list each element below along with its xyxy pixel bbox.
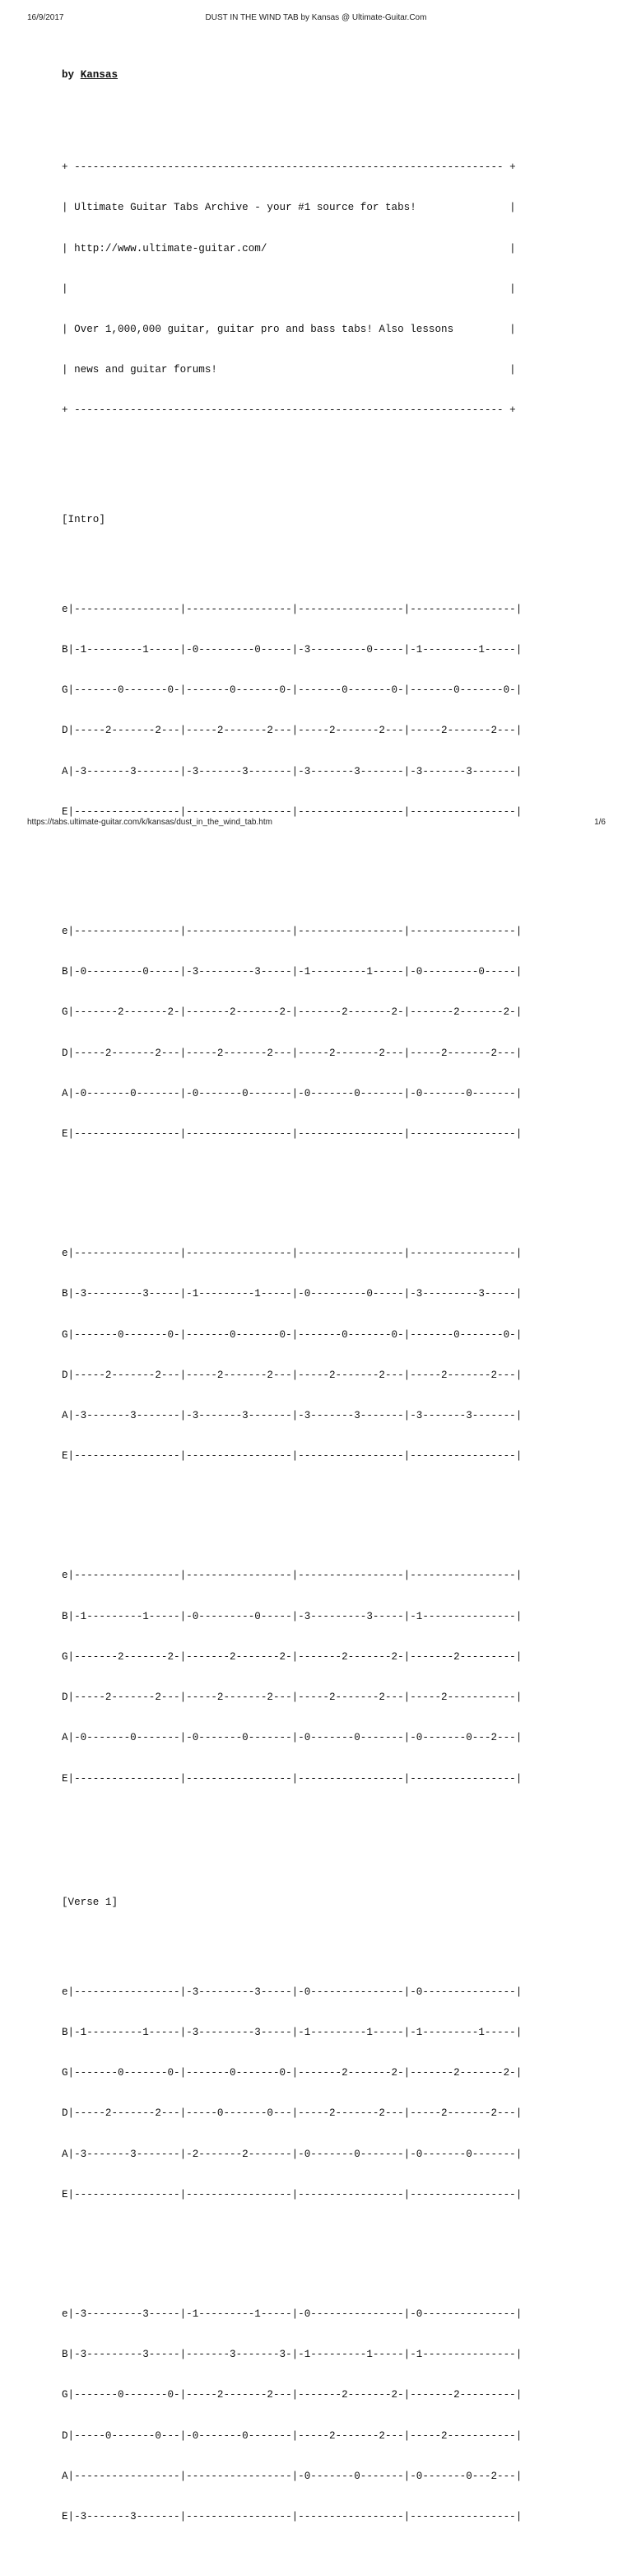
print-date: 16/9/2017 [27, 13, 64, 22]
tab-string-line: D|-----2-------2---|-----2-------2---|-----2-------2---|-----2-------2---| [62, 725, 523, 737]
archive-banner [62, 133, 588, 444]
tab-string-line: A|-3-------3-------|-3-------3-------|-3-------3-------|-3-------3-------| [62, 765, 523, 777]
tab-string-line: e|-----------------|-----------------|-----------------|-----------------| [62, 1248, 523, 1260]
tab-string-line: G|-------0-------0-|-----2-------2---|-------2-------2-|-------2---------| [62, 2389, 523, 2401]
tab-string-line: e|-----------------|-----------------|-----------------|-----------------| [62, 925, 523, 937]
tab-string-line: A|-0-------0-------|-0-------0-------|-0-------0-------|-0-------0-------| [62, 1087, 523, 1099]
print-footer [0, 818, 632, 829]
section-title-verse-1: [Verse 1] [62, 1897, 118, 1909]
banner-line: + --------------------------------------------------------------------- + [62, 161, 516, 174]
page-url: https://tabs.ultimate-guitar.com/k/kansas/dust_in_the_wind_tab.htm [27, 818, 272, 827]
banner-line: | | [62, 282, 516, 295]
tab-string-line: B|-1---------1-----|-0---------0-----|-3---------0-----|-1---------1-----| [62, 643, 523, 656]
tab-string-line: e|-----------------|-3---------3-----|-0---------------|-0---------------| [62, 1986, 523, 1998]
tab-string-line: A|-3-------3-------|-2-------2-------|-0-------0-------|-0-------0-------| [62, 2148, 523, 2160]
banner-line: + --------------------------------------------------------------------- + [62, 404, 516, 417]
tab-string-line: D|-----2-------2---|-----0-------0---|-----2-------2---|-----2-------2---| [62, 2107, 523, 2120]
tab-string-line: G|-------2-------2-|-------2-------2-|-------2-------2-|-------2-------2-| [62, 1006, 523, 1019]
tab-stave [62, 1542, 588, 1813]
artist-link[interactable]: Kansas [80, 68, 118, 81]
tab-stave [62, 898, 588, 1168]
page-number: 1/6 [594, 818, 606, 827]
print-title: DUST IN THE WIND TAB by Kansas @ Ultimate-Guitar.Com [205, 13, 427, 22]
banner-line: | news and guitar forums! | [62, 364, 516, 376]
tab-string-line: D|-----2-------2---|-----2-------2---|-----2-------2---|-----2-------2---| [62, 1047, 523, 1059]
byline [62, 68, 588, 82]
tab-string-line: e|-----------------|-----------------|-----------------|-----------------| [62, 1570, 523, 1582]
tab-string-line: E|-----------------|-----------------|-----------------|-----------------| [62, 1772, 523, 1785]
tab-string-line: D|-----0-------0---|-0-------0-------|-----2-------2---|-----2-----------| [62, 2429, 523, 2442]
print-header [0, 13, 632, 25]
tab-string-line: B|-3---------3-----|-------3-------3-|-1---------1-----|-1---------------| [62, 2349, 523, 2361]
tab-string-line: G|-------0-------0-|-------0-------0-|-------0-------0-|-------0-------0-| [62, 1328, 523, 1341]
tab-stave [62, 576, 588, 846]
tab-string-line: E|-3-------3-------|-----------------|-----------------|-----------------| [62, 2511, 523, 2523]
tab-string-line: A|-3-------3-------|-3-------3-------|-3-------3-------|-3-------3-------| [62, 1410, 523, 1422]
tab-string-line: e|-----------------|-----------------|-----------------|-----------------| [62, 603, 523, 615]
tab-string-line: G|-------2-------2-|-------2-------2-|-------2-------2-|-------2---------| [62, 1650, 523, 1663]
tab-string-line: B|-0---------0-----|-3---------3-----|-1---------1-----|-0---------0-----| [62, 966, 523, 978]
tab-document [62, 41, 588, 2576]
byline-prefix: by [62, 68, 81, 81]
banner-line: | http://www.ultimate-guitar.com/ | [62, 242, 516, 254]
tab-string-line: E|-----------------|-----------------|-----------------|-----------------| [62, 1450, 523, 1463]
tab-string-line: G|-------0-------0-|-------0-------0-|-------2-------2-|-------2-------2-| [62, 2067, 523, 2079]
tab-string-line: B|-1---------1-----|-3---------3-----|-1---------1-----|-1---------1-----| [62, 2026, 523, 2038]
tab-stave [62, 1220, 588, 1490]
tab-string-line: D|-----2-------2---|-----2-------2---|-----2-------2---|-----2-----------| [62, 1692, 523, 1704]
tab-string-line: A|-0-------0-------|-0-------0-------|-0-------0-------|-0-------0---2---| [62, 1732, 523, 1744]
tab-string-line: G|-------0-------0-|-------0-------0-|-------0-------0-|-------0-------0-| [62, 684, 523, 697]
tab-stave [62, 1958, 588, 2228]
banner-line: | Ultimate Guitar Tabs Archive - your #1 source for tabs! | [62, 202, 516, 214]
tab-string-line: D|-----2-------2---|-----2-------2---|-----2-------2---|-----2-------2---| [62, 1369, 523, 1381]
tab-string-line: A|-----------------|-----------------|-0-------0-------|-0-------0---2---| [62, 2470, 523, 2482]
tab-string-line: E|-----------------|-----------------|-----------------|-----------------| [62, 805, 523, 818]
section-title-intro: [Intro] [62, 514, 105, 526]
tab-string-line: E|-----------------|-----------------|-----------------|-----------------| [62, 2188, 523, 2200]
tab-string-line: e|-3---------3-----|-1---------1-----|-0---------------|-0---------------| [62, 2308, 523, 2321]
banner-line: | Over 1,000,000 guitar, guitar pro and bass tabs! Also lessons | [62, 324, 516, 336]
tab-stave [62, 2280, 588, 2550]
tab-string-line: B|-3---------3-----|-1---------1-----|-0---------0-----|-3---------3-----| [62, 1288, 523, 1300]
tab-string-line: B|-1---------1-----|-0---------0-----|-3---------3-----|-1---------------| [62, 1610, 523, 1622]
tab-string-line: E|-----------------|-----------------|-----------------|-----------------| [62, 1128, 523, 1140]
